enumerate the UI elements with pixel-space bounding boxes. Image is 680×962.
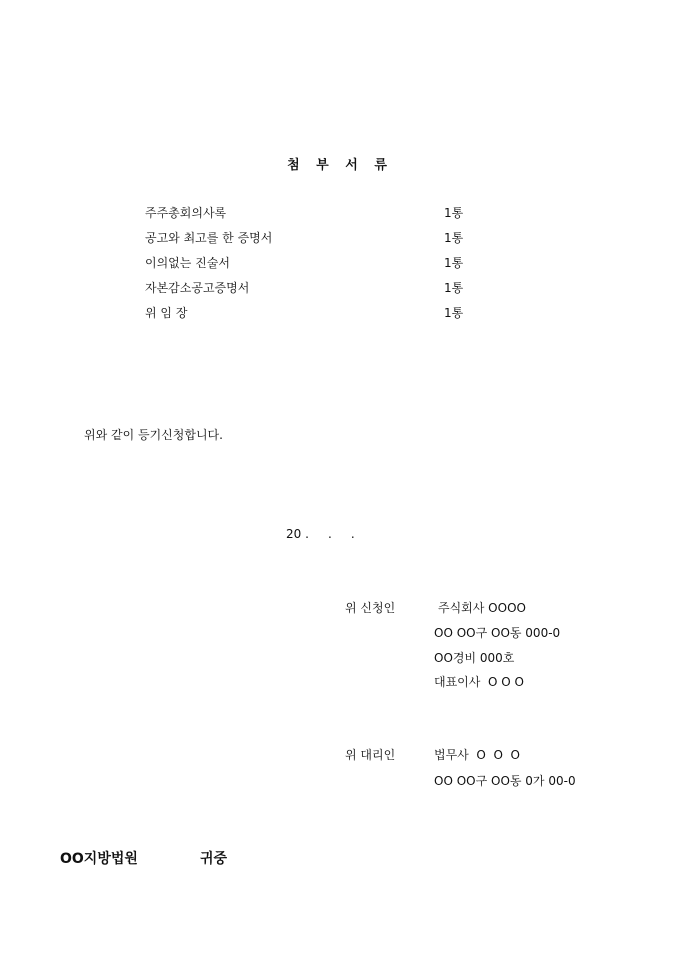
application-date: 20 . . . <box>286 527 355 541</box>
attachment-name: 이의없는 진술서 <box>145 256 230 270</box>
attachment-name: 공고와 최고를 한 증명서 <box>145 231 273 245</box>
attachment-qty: 1통 <box>444 256 464 270</box>
attachment-qty: 1통 <box>444 281 464 295</box>
attachment-qty: 1통 <box>444 231 464 245</box>
honorific: 귀중 <box>200 851 228 867</box>
court-name: OO지방법원 <box>60 851 138 867</box>
applicant-company: 주식회사 OOOO <box>438 601 526 615</box>
attachment-name: 자본감소공고증명서 <box>145 281 250 295</box>
applicant-address-line1: OO OO구 OO동 000-0 <box>434 626 561 640</box>
attachment-qty: 1통 <box>444 306 464 320</box>
applicant-address-line2: OO경비 000호 <box>434 651 515 665</box>
applicant-label: 위 신청인 <box>345 601 396 615</box>
applicant-representative: 대표이사 O O O <box>434 675 524 689</box>
agent-label: 위 대리인 <box>345 748 396 762</box>
document-title: 첨 부 서 류 <box>287 158 393 173</box>
attachment-name: 주주총회의사록 <box>145 206 227 220</box>
attachment-name: 위 임 장 <box>145 306 188 320</box>
agent-address: OO OO구 OO동 0가 00-0 <box>434 774 576 788</box>
application-statement: 위와 같이 등기신청합니다. <box>84 428 223 442</box>
attachment-qty: 1통 <box>444 206 464 220</box>
agent-name: 법무사 O O O <box>434 748 520 762</box>
